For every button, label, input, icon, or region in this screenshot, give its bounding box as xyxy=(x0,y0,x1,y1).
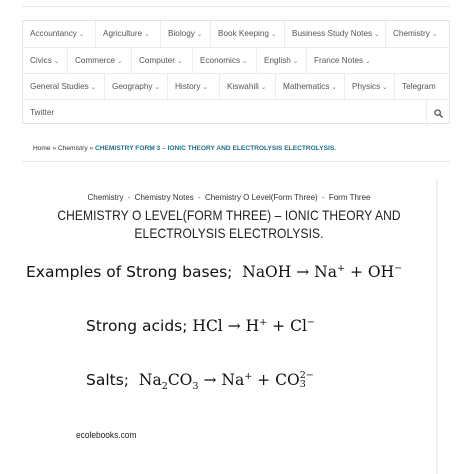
nav-row-1 xyxy=(23,21,449,47)
nav-item-english[interactable]: English ⌄ xyxy=(256,48,306,74)
breadcrumb-home[interactable]: Home xyxy=(33,145,51,152)
equation-strong-acids xyxy=(86,317,315,335)
chevron-down-icon: ⌄ xyxy=(154,84,160,91)
ion-na: Na+ xyxy=(314,262,346,281)
plus-symbol: + xyxy=(257,371,271,389)
ion-carbonate: CO 2− 3 xyxy=(275,370,314,390)
nav-item-civics[interactable]: Civics ⌄ xyxy=(30,56,60,65)
plus-symbol: + xyxy=(349,263,363,281)
chevron-down-icon: ⌄ xyxy=(431,31,438,38)
chevron-down-icon: ⌄ xyxy=(90,84,97,91)
category-link-chemistry-o-level[interactable]: Chemistry O Level(Form Three) xyxy=(204,193,318,202)
ion-cl: Cl− xyxy=(290,316,315,335)
chevron-down-icon: ⌄ xyxy=(382,84,388,91)
nav-row-2 xyxy=(23,47,449,74)
chevron-down-icon: ⌄ xyxy=(78,31,85,38)
chevron-down-icon: ⌄ xyxy=(53,58,60,65)
article-edge xyxy=(436,178,438,474)
chevron-down-icon: ⌄ xyxy=(374,31,380,38)
chevron-down-icon: ⌄ xyxy=(144,31,150,38)
equation-strong-bases xyxy=(26,263,402,281)
nav-item-twitter[interactable]: Twitter xyxy=(30,108,55,117)
title-line-1: CHEMISTRY O LEVEL(FORM THREE) – IONIC THEORY AND xyxy=(57,207,401,223)
plus-symbol: + xyxy=(272,317,286,335)
nav-item-commerce[interactable]: Commerce ⌄ xyxy=(67,48,131,74)
category-link-chemistry-notes[interactable]: Chemistry Notes xyxy=(134,193,194,202)
main-navigation xyxy=(22,20,450,124)
formula-na2co3: $Na_2CO_3$ xyxy=(138,371,199,393)
category-link-chemistry[interactable]: Chemistry xyxy=(87,193,124,202)
post-categories xyxy=(22,193,436,202)
nav-item-geography[interactable]: Geography ⌄ xyxy=(104,74,167,100)
top-strip xyxy=(22,0,450,7)
chevron-down-icon: ⌄ xyxy=(117,58,123,65)
nav-item-history[interactable]: History ⌄ xyxy=(167,74,219,100)
search-icon xyxy=(434,109,443,118)
nav-item-biology[interactable]: Biology ⌄ xyxy=(160,21,210,47)
arrow-symbol: → xyxy=(227,317,241,335)
nav-item-france-notes[interactable]: France Notes ⌄ xyxy=(306,48,384,74)
category-separator: - xyxy=(127,193,131,202)
nav-item-physics[interactable]: Physics ⌄ xyxy=(344,74,394,100)
nav-item-economics[interactable]: Economics ⌄ xyxy=(192,48,256,74)
breadcrumb-current: CHEMISTRY FORM 3 – IONIC THEORY AND ELECTROLYSIS ELECTROLYSIS. xyxy=(95,145,337,152)
chevron-down-icon: ⌄ xyxy=(365,58,371,65)
equation-label: Strong acids; xyxy=(86,317,188,335)
chevron-down-icon: ⌄ xyxy=(242,58,248,65)
nav-item-telegram[interactable]: Telegram xyxy=(394,74,449,100)
nav-item-computer[interactable]: Computer ⌄ xyxy=(131,48,192,74)
watermark-text: ecolebooks.com xyxy=(76,430,137,441)
ion-h: H+ xyxy=(245,316,268,335)
nav-item-agriculture[interactable]: Agriculture ⌄ xyxy=(95,21,160,47)
article xyxy=(22,178,436,474)
formula-hcl: HCl xyxy=(192,317,223,335)
chevron-down-icon: ⌄ xyxy=(270,31,277,38)
nav-item-general-studies[interactable]: General Studies ⌄ xyxy=(30,82,97,91)
chevron-down-icon: ⌄ xyxy=(292,58,299,65)
chevron-down-icon: ⌄ xyxy=(260,84,267,91)
nav-item-kiswahili[interactable]: Kiswahili ⌄ xyxy=(219,74,275,100)
breadcrumb-separator: » xyxy=(89,145,94,152)
category-link-form-three[interactable]: Form Three xyxy=(328,193,371,202)
search-button[interactable] xyxy=(426,100,449,126)
nav-item-business-study-notes[interactable]: Business Study Notes ⌄ xyxy=(284,21,385,47)
equation-salts xyxy=(86,370,314,393)
nav-row-3 xyxy=(23,73,449,100)
chevron-down-icon: ⌄ xyxy=(202,84,208,91)
formula-naoh: NaOH xyxy=(242,263,292,281)
page-title xyxy=(51,206,407,242)
nav-row-4 xyxy=(23,99,449,124)
category-separator: - xyxy=(321,193,325,202)
nav-item-accountancy[interactable]: Accountancy ⌄ xyxy=(30,29,85,38)
nav-item-chemistry[interactable]: Chemistry ⌄ xyxy=(385,21,449,47)
breadcrumb-chemistry[interactable]: Chemistry xyxy=(57,145,88,152)
chevron-down-icon: ⌄ xyxy=(331,84,337,91)
ion-oh: OH− xyxy=(367,262,403,281)
title-line-2: ELECTROLYSIS ELECTROLYSIS. xyxy=(134,225,324,241)
breadcrumb-separator: » xyxy=(52,145,57,152)
equation-label: Salts; xyxy=(86,371,130,389)
chevron-down-icon: ⌄ xyxy=(176,58,183,65)
arrow-symbol: → xyxy=(296,263,310,281)
ion-na: Na+ xyxy=(221,370,253,389)
nav-item-book-keeping[interactable]: Book Keeping ⌄ xyxy=(210,21,284,47)
breadcrumb xyxy=(22,140,450,162)
category-separator: - xyxy=(198,193,201,202)
nav-item-mathematics[interactable]: Mathematics ⌄ xyxy=(275,74,344,100)
chevron-down-icon: ⌄ xyxy=(196,31,203,38)
arrow-symbol: → xyxy=(203,371,217,389)
equation-label: Examples of Strong bases; xyxy=(26,263,233,281)
